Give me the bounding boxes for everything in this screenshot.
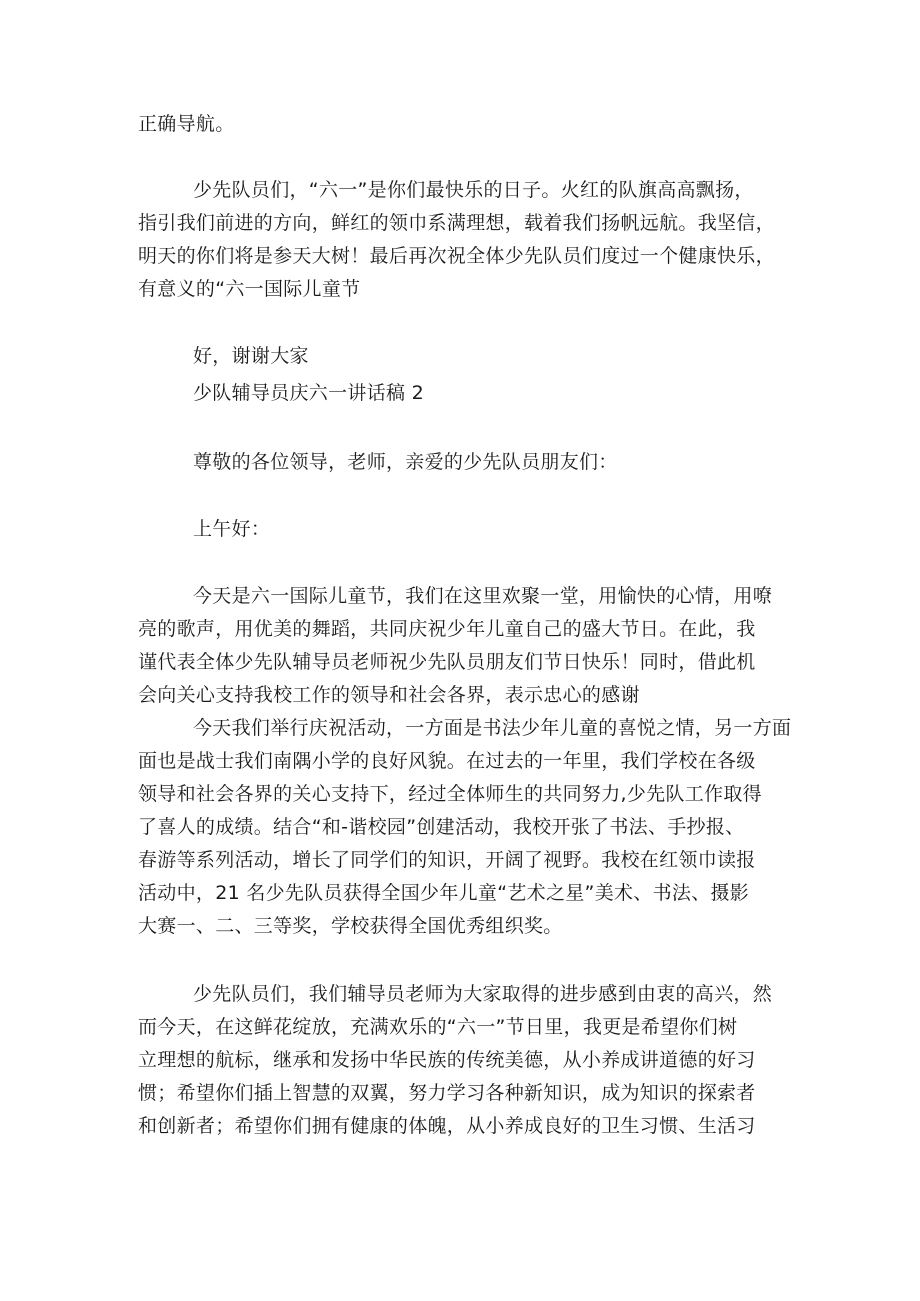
text-line: 今天是六一国际儿童节，我们在这里欢聚一堂，用愉快的心情，用嘹 xyxy=(193,585,773,607)
text-line: 立理想的航标，继承和发扬中华民族的传统美德，从小养成讲道德的好习 xyxy=(138,1049,756,1071)
text-line: 谨代表全体少先队辅导员老师祝少先队员朋友们节日快乐！同时，借此机 xyxy=(138,651,756,673)
text-line: 正确导航。 xyxy=(138,113,235,135)
text-line: 面也是战士我们南隅小学的良好风貌。在过去的一年里，我们学校在各级 xyxy=(138,750,756,772)
text-line: 而今天，在这鲜花绽放，充满欢乐的“六一”节日里，我更是希望你们树 xyxy=(138,1016,738,1038)
text-line: 春游等系列活动，增长了同学们的知识，开阔了视野。我校在红领巾读报 xyxy=(138,849,756,871)
text-line: 有意义的“六一国际儿童节 xyxy=(138,278,361,300)
text-line: 今天我们举行庆祝活动，一方面是书法少年儿童的喜悦之情，另一方面 xyxy=(193,717,792,739)
text-line: 好，谢谢大家 xyxy=(193,345,309,367)
text-line: 指引我们前进的方向，鲜红的领巾系满理想，载着我们扬帆远航。我坚信， xyxy=(138,212,775,234)
text-line: 活动中，21 名少先队员获得全国少年儿童“艺术之星”美术、书法、摄影 xyxy=(138,882,750,904)
text-line: 领导和社会各界的关心支持下，经过全体师生的共同努力,少先队工作取得 xyxy=(138,783,762,805)
text-line: 上午好： xyxy=(193,518,271,540)
text-line: 少先队员们，“六一”是你们最快乐的日子。火红的队旗高高飘扬， xyxy=(193,179,754,201)
text-line: 大赛一、二、三等奖，学校获得全国优秀组织奖。 xyxy=(138,915,563,937)
text-line: 了喜人的成绩。结合“和-谐校园”创建活动，我校开张了书法、手抄报、 xyxy=(138,816,745,838)
text-line: 亮的歌声，用优美的舞蹈，共同庆祝少年儿童自己的盛大节日。在此，我 xyxy=(138,618,756,640)
text-line: 少先队员们，我们辅导员老师为大家取得的进步感到由衷的高兴，然 xyxy=(193,983,773,1005)
text-line: 会向关心支持我校工作的领导和社会各界，表示忠心的感谢 xyxy=(138,684,640,706)
text-line: 惯；希望你们插上智慧的双翼，努力学习各种新知识，成为知识的探索者 xyxy=(138,1082,756,1104)
text-line: 明天的你们将是参天大树！最后再次祝全体少先队员们度过一个健康快乐， xyxy=(138,245,775,267)
text-line: 和创新者；希望你们拥有健康的体魄，从小养成良好的卫生习惯、生活习 xyxy=(138,1115,756,1137)
section-heading: 少队辅导员庆六一讲话稿 2 xyxy=(193,382,425,404)
text-line: 尊敬的各位领导，老师，亲爱的少先队员朋友们： xyxy=(193,451,618,473)
